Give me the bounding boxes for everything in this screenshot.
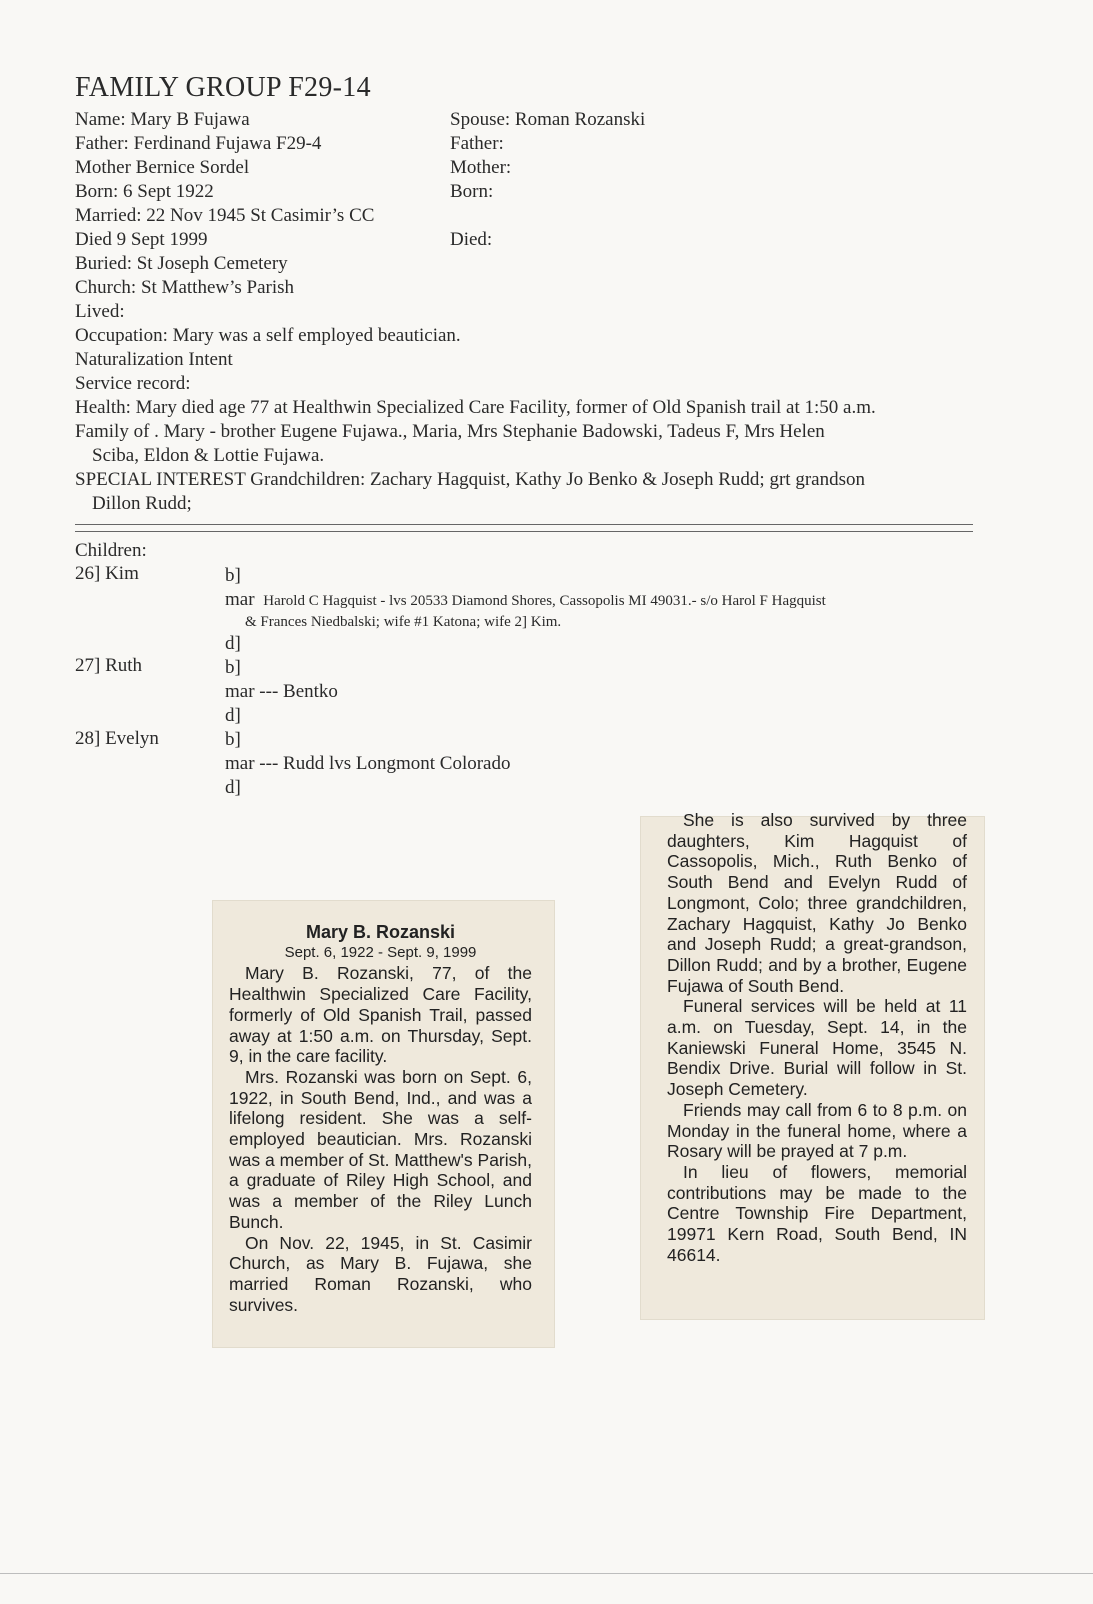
person-mother: Mother Bernice Sordel xyxy=(75,157,250,178)
page-title: FAMILY GROUP F29-14 xyxy=(75,72,371,103)
child-died: d] xyxy=(225,777,241,798)
child-name: 28] Evelyn xyxy=(75,728,159,749)
person-lived: Lived: xyxy=(75,301,125,322)
person-buried: Buried: St Joseph Cemetery xyxy=(75,253,288,274)
obituary-paragraph: Mary B. Rozanski, 77, of the Healthwin Specialized Care Facility, formerly of Old Spanish Trail, passed away at 1:50 a.m. on Thursday, Sept. 9, in the care facility. xyxy=(229,963,532,1067)
obituary-paragraph: In lieu of flowers, memorial contributions may be made to the Centre Township Fire Department, 19971 Kern Road, South Bend, IN 46614. xyxy=(667,1161,967,1265)
person-married: Married: 22 Nov 1945 St Casimir’s CC xyxy=(75,205,375,226)
person-died: Died 9 Sept 1999 xyxy=(75,229,208,250)
person-health: Health: Mary died age 77 at Healthwin Specialized Care Facility, former of Old Spanish trail at 1:50 a.m. xyxy=(75,397,876,418)
child-born: b] xyxy=(225,565,241,586)
child-spouse-details: Harold C Hagquist - lvs 20533 Diamond Shores, Cassopolis MI 49031.- s/o Harol F Hagquist xyxy=(263,593,826,609)
spouse-name: Spouse: Roman Rozanski xyxy=(450,109,646,130)
obituary-paragraph: Funeral services will be held at 11 a.m. on Tuesday, Sept. 14, in the Kaniewski Funeral Home, 3545 N. Bendix Drive. Burial will follow in St. Joseph Cemetery. xyxy=(667,996,967,1100)
person-service-record: Service record: xyxy=(75,373,191,394)
child-married: mar --- Bentko xyxy=(225,681,338,702)
spouse-died: Died: xyxy=(450,229,493,250)
person-church: Church: St Matthew’s Parish xyxy=(75,277,295,298)
child-name: 27] Ruth xyxy=(75,655,143,676)
spouse-father: Father: xyxy=(450,133,504,154)
children-heading: Children: xyxy=(75,540,147,561)
child-born: b] xyxy=(225,729,241,750)
child-name: 26] Kim xyxy=(75,563,139,584)
person-family-line-2: Sciba, Eldon & Lottie Fujawa. xyxy=(92,445,325,466)
special-interest-line-1: SPECIAL INTEREST Grandchildren: Zachary Hagquist, Kathy Jo Benko & Joseph Rudd; grt grandson xyxy=(75,469,865,490)
obituary-dates: Sept. 6, 1922 - Sept. 9, 1999 xyxy=(284,943,477,961)
child-spouse-details-cont: & Frances Niedbalski; wife #1 Katona; wife 2] Kim. xyxy=(245,614,562,630)
obituary-paragraph: She is also survived by three daughters, Kim Hagquist of Cassopolis, Mich., Ruth Benko of South Bend and Evelyn Rudd of Longmont, Colo; three grandchildren, Zachary Hagquist, Kathy Jo Benko and Joseph Rudd; a great-grandson, Dillon Rudd; and by a brother, Eugene Fujawa of South Bend. xyxy=(667,810,967,996)
child-married: mar --- Rudd lvs Longmont Colorado xyxy=(225,753,511,774)
child-born: b] xyxy=(225,657,241,678)
spouse-born: Born: xyxy=(450,181,494,202)
obituary-name: Mary B. Rozanski xyxy=(305,922,456,942)
person-name: Name: Mary B Fujawa xyxy=(75,109,250,130)
child-married-prefix: mar xyxy=(225,589,255,610)
person-naturalization: Naturalization Intent xyxy=(75,349,233,370)
spouse-mother: Mother: xyxy=(450,157,512,178)
special-interest-line-2: Dillon Rudd; xyxy=(92,493,192,514)
obituary-clipping-right xyxy=(640,810,985,1320)
obituary-paragraph: On Nov. 22, 1945, in St. Casimir Church, as Mary B. Fujawa, she married Roman Rozanski, who survives. xyxy=(229,1232,532,1315)
section-divider xyxy=(75,524,973,532)
child-died: d] xyxy=(225,633,241,654)
person-family-line-1: Family of . Mary - brother Eugene Fujawa., Maria, Mrs Stephanie Badowski, Tadeus F, Mrs Helen xyxy=(75,421,825,442)
person-born: Born: 6 Sept 1922 xyxy=(75,181,214,202)
child-died: d] xyxy=(225,705,241,726)
person-father: Father: Ferdinand Fujawa F29-4 xyxy=(75,133,322,154)
obituary-paragraph: Mrs. Rozanski was born on Sept. 6, 1922, in South Bend, Ind., and was a lifelong resident. She was a self-employed beautician. Mrs. Rozanski was a member of St. Matthew's Parish, a graduate of Riley High School, and was a member of the Riley Lunch Bunch. xyxy=(229,1066,532,1232)
person-occupation: Occupation: Mary was a self employed beautician. xyxy=(75,325,461,346)
scan-edge-line xyxy=(0,1573,1093,1574)
obituary-clipping-left xyxy=(212,900,555,1348)
child-married xyxy=(225,589,826,611)
obituary-paragraph: Friends may call from 6 to 8 p.m. on Monday in the funeral home, where a Rosary will be prayed at 7 p.m. xyxy=(667,1099,967,1162)
